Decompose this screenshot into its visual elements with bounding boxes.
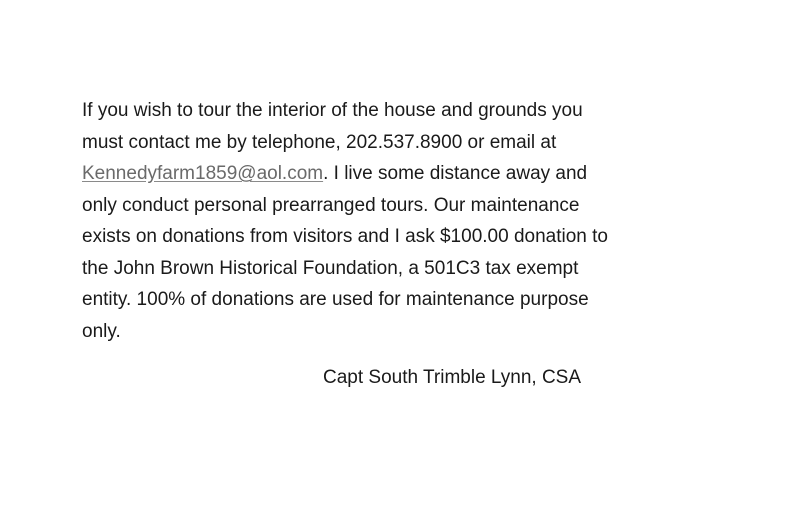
letter-line-5: exists on donations from visitors and I ask $100.00 donation to bbox=[82, 226, 608, 247]
letter-line-6: the John Brown Historical Foundation, a 501C3 tax exempt bbox=[82, 257, 579, 279]
letter-line-2: must contact me by telephone, 202.537.8900 or email at bbox=[82, 131, 557, 153]
letter-body bbox=[82, 95, 762, 347]
letter-line-3-rest: . I live some distance away and bbox=[323, 163, 588, 184]
letter-line-7: entity. 100% of donations are used for maintenance purpose bbox=[82, 289, 589, 310]
letter-line-8: only. bbox=[82, 320, 121, 342]
letter-line-1: If you wish to tour the interior of the house and grounds you bbox=[82, 100, 583, 121]
letter-line-3 bbox=[82, 158, 762, 190]
email-link[interactable]: Kennedyfarm1859@aol.com bbox=[82, 163, 324, 184]
signature: Capt South Trimble Lynn, CSA bbox=[323, 367, 582, 388]
letter-line-4: only conduct personal prearranged tours. Our maintenance bbox=[82, 194, 580, 216]
